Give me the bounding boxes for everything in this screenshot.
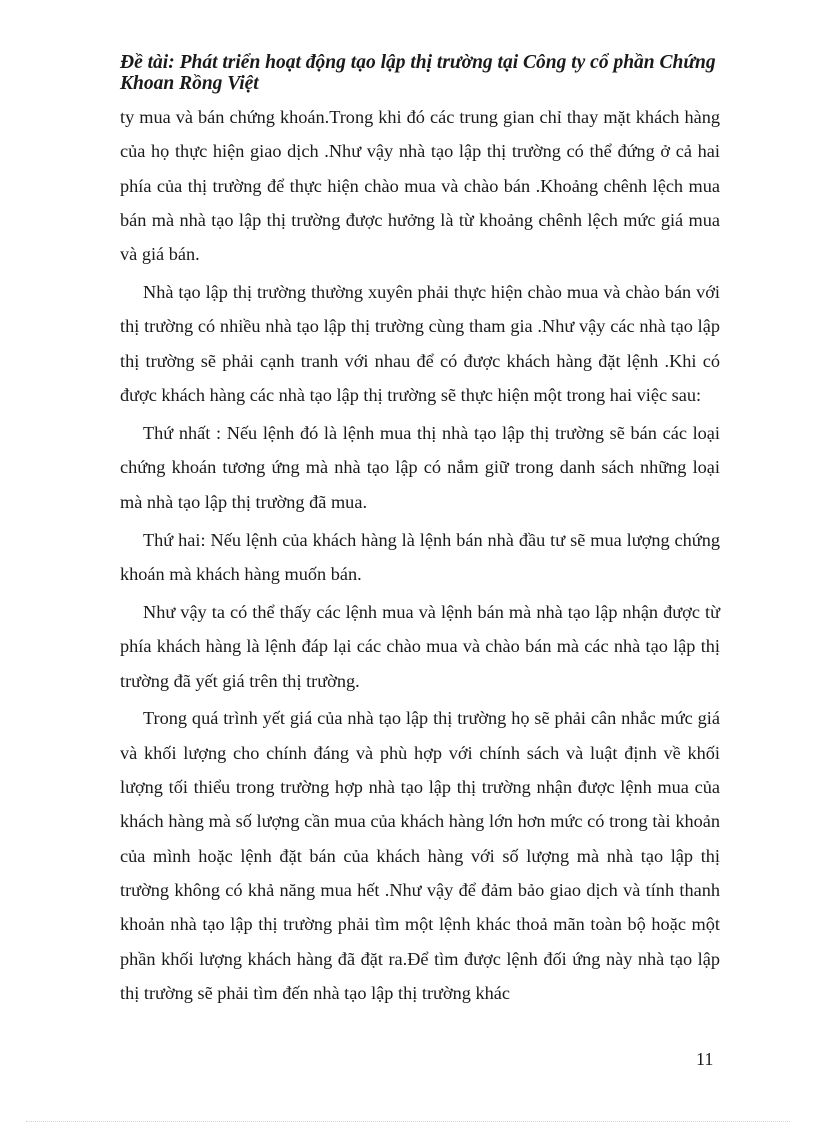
paragraph-4: Thứ hai: Nếu lệnh của khách hàng là lệnh bán nhà đầu tư sẽ mua lượng chứng khoán mà khách hàng muốn bán. bbox=[120, 529, 720, 584]
document-header-title: Đề tài: Phát triển hoạt động tạo lập thị trường tại Công ty cổ phần Chứng Khoan Rồng Việt bbox=[120, 52, 716, 94]
paragraph-2: Nhà tạo lập thị trường thường xuyên phải thực hiện chào mua và chào bán với thị trường có nhiều nhà tạo lập thị trường cùng tham gia .Như vậy các nhà tạo lập thị trường sẽ phải cạnh tranh với nhau để có được khách hàng đặt lệnh .Khi có được khách hàng các nhà tạo lập thị trường sẽ thực hiện một trong hai việc sau: bbox=[120, 282, 720, 406]
paragraph-1: ty mua và bán chứng khoán.Trong khi đó các trung gian chỉ thay mặt khách hàng của họ thực hiện giao dịch .Như vậy nhà tạo lập thị trường có thể đứng ở cả hai phía của thị trường để thực hiện chào mua và chào bán .Khoảng chênh lệch mua bán mà nhà tạo lập thị trường được hưởng là từ khoảng chênh lệch mức giá mua và giá bán. bbox=[120, 107, 720, 265]
paragraph-3: Thứ nhất : Nếu lệnh đó là lệnh mua thị nhà tạo lập thị trường sẽ bán các loại chứng khoán tương ứng mà nhà tạo lập có nắm giữ trong danh sách những loại mà nhà tạo lập thị trường đã mua. bbox=[120, 423, 720, 512]
page-bottom-divider bbox=[26, 1121, 790, 1122]
body-text bbox=[120, 100, 720, 1014]
paragraph-6: Trong quá trình yết giá của nhà tạo lập thị trường họ sẽ phải cân nhắc mức giá và khối lượng cho chính đáng và phù hợp với chính sách và luật định về khối lượng tối thiểu trong trường hợp nhà tạo lập thị trường nhận được lệnh mua của khách hàng mà số lượng cần mua của khách hàng lớn hơn mức có trong tài khoản của mình hoặc lệnh đặt bán của khách hàng với số lượng mà nhà tạo lập thị trường không có khả năng mua hết .Như vậy để đảm bảo giao dịch và tính thanh khoản nhà tạo lập thị trường phải tìm một lệnh khác thoả mãn toàn bộ hoặc một phần khối lượng khách hàng đã đặt ra.Để tìm được lệnh đối ứng này nhà tạo lập thị trường sẽ phải tìm đến nhà tạo lập thị trường khác bbox=[120, 708, 720, 1003]
paragraph-5: Như vậy ta có thể thấy các lệnh mua và lệnh bán mà nhà tạo lập nhận được từ phía khách hàng là lệnh đáp lại các chào mua và chào bán mà các nhà tạo lập thị trường đã yết giá trên thị trường. bbox=[120, 601, 720, 691]
page-number: 11 bbox=[696, 1049, 714, 1069]
